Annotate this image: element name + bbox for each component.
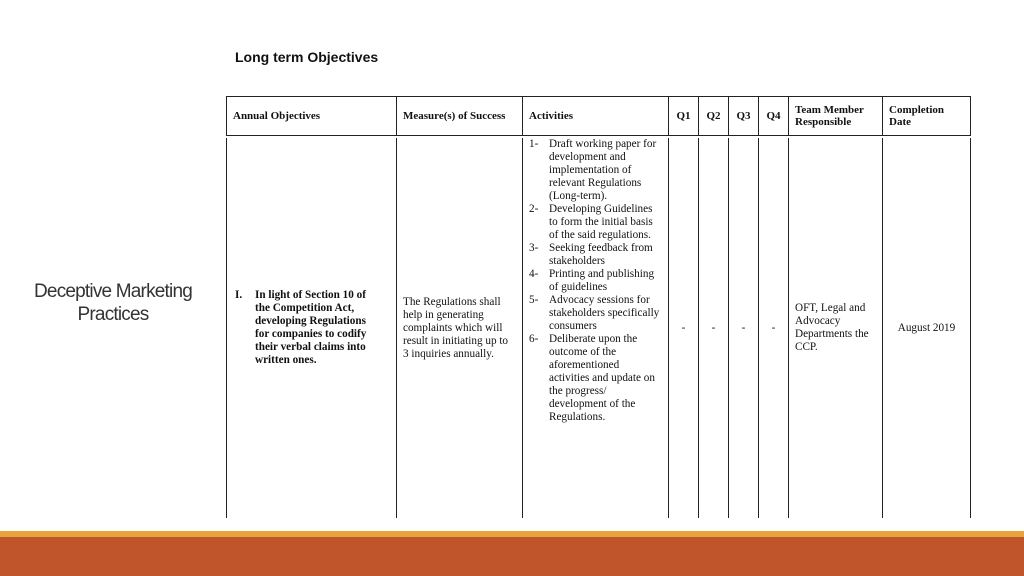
objective-cell [227,138,397,518]
activity-item: 2- Developing Guidelines to form the initial basis of the said regulations. [529,203,653,241]
section-title-line1: Deceptive Marketing [34,281,192,302]
q4-cell: - [759,138,789,518]
team-cell: OFT, Legal and Advocacy Departments the CCP. [789,138,883,518]
q3-cell: - [729,138,759,518]
table-header [226,96,970,136]
activities-list [529,138,662,424]
header-q4: Q4 [759,97,789,136]
activity-item: 4- Printing and publishing of guidelines [529,268,655,293]
header-completion: Completion Date [883,97,971,136]
activity-item: 1- Draft working paper for development and implementation of relevant Regulations (Long-term). [529,138,657,202]
objective-number: I. [235,289,243,301]
header-q3: Q3 [729,97,759,136]
header-q1: Q1 [669,97,699,136]
activity-item: 5- Advocacy sessions for stakeholders specifically consumers [529,294,660,332]
page-title: Long term Objectives [235,49,379,65]
table-row [227,138,971,518]
header-measures: Measure(s) of Success [397,97,523,136]
q2-cell: - [699,138,729,518]
footer-bar [0,537,1024,576]
header-team: Team Member Responsible [789,97,883,136]
completion-cell: August 2019 [883,138,971,518]
measure-cell: The Regulations shall help in generating complaints which will result in initiating up to 3 inquiries annually. [397,138,523,518]
header-annual-objectives: Annual Objectives [227,97,397,136]
header-q2: Q2 [699,97,729,136]
activities-cell [523,138,669,518]
section-title-line2: Practices [77,304,149,325]
table-body [226,138,970,518]
header-activities: Activities [523,97,669,136]
section-title [18,280,208,326]
q1-cell: - [669,138,699,518]
activity-item: 3- Seeking feedback from stakeholders [529,242,653,267]
objective-text: In light of Section 10 of the Competition Act, developing Regulations for companies to codify their verbal claims into written ones. [255,289,367,366]
activity-item: 6- Deliberate upon the outcome of the aforementioned activities and update on the progress/ development of the Regulations. [529,333,655,423]
